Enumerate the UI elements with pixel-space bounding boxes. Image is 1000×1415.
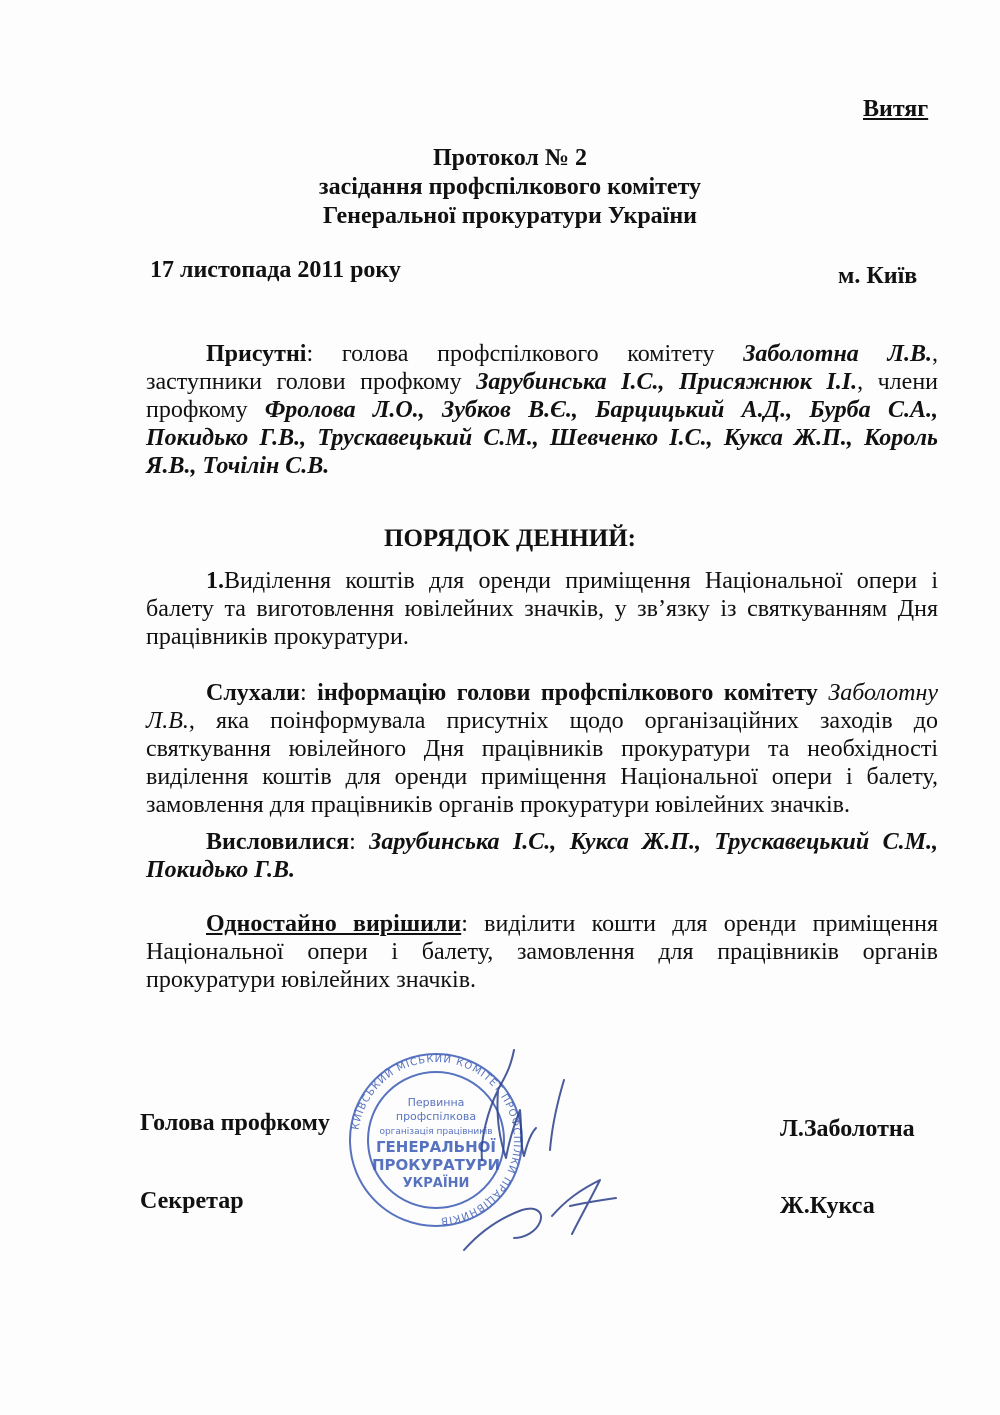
secretary-label: Секретар — [140, 1188, 244, 1214]
spoke-names: Зарубинська І.С., Кукса Ж.П., Трускавецький С.М., Покидько Г.В. — [146, 829, 938, 883]
present-text-1: : голова профспілкового комітету — [306, 341, 744, 367]
stamp-line-2: профспілкова — [395, 1110, 477, 1123]
present-text-2: , заступники голови профкому — [146, 341, 938, 395]
document-date: 17 листопада 2011 року — [150, 257, 401, 283]
spoke-label: Висловилися — [206, 829, 350, 855]
chair-label: Голова профкому — [140, 1110, 330, 1136]
present-text-3: , члени профкому — [146, 369, 939, 423]
decided-colon: : — [461, 911, 468, 937]
heard-paragraph — [146, 679, 938, 819]
present-label: Присутні — [206, 341, 307, 367]
stamp-line-5: ПРОКУРАТУРИ — [371, 1156, 501, 1174]
title-line-2: засідання профспілкового комітету — [318, 174, 702, 200]
agenda-item — [146, 567, 938, 651]
extract-label: Витяг — [863, 96, 929, 122]
document-city: м. Київ — [838, 263, 918, 289]
title-line-3: Генеральної прокуратури України — [323, 203, 697, 229]
stamp-line-1: Первинна — [407, 1096, 465, 1109]
agenda-item-text: Виділення коштів для оренди приміщення Національної опери і балету та виготовлення ювілейних значків, у зв’язку із святкуванням Дня працівників прокуратури. — [146, 568, 938, 650]
heard-label: Слухали — [206, 680, 300, 706]
present-members: Фролова Л.О., Зубков В.Є., Барцицький А.Д., Бурба С.А., Покидько Г.В., Трускавецький С.М., Шевченко І.С., Кукса Ж.П., Король Я.В., Точілін С.В. — [146, 397, 938, 479]
chair-name: Л.Заболотна — [780, 1116, 915, 1142]
secretary-name: Ж.Кукса — [780, 1193, 875, 1219]
present-deputies: Зарубинська І.С., Присяжнюк І.І. — [476, 369, 858, 395]
heard-name: Заболотну Л.В. — [146, 680, 938, 734]
spoke-colon: : — [349, 829, 370, 855]
heard-text: , яка поінформувала присутніх щодо організаційних заходів до святкування ювілейного Дня працівників прокуратури та необхідності виділення коштів для оренди приміщення Національної опери і балету, замовлення для працівників органів прокуратури ювілейних значків. — [146, 708, 938, 818]
heard-colon: : — [299, 680, 318, 706]
document-title — [0, 144, 1000, 231]
stamp-outer-text: КИЇВСЬКИЙ МІСЬКИЙ КОМІТЕТ ПРОФСПІЛКИ ПРАЦІВНИКІВ — [350, 1053, 523, 1226]
stamp-line-6: УКРАЇНИ — [402, 1176, 470, 1191]
handwritten-signatures — [440, 1040, 640, 1260]
decided-text: виділити кошти для оренди приміщення Національної опери і балету, замовлення для працівників органів прокуратури ювілейних значків. — [146, 911, 938, 993]
agenda-item-number: 1. — [206, 568, 224, 594]
spoke-paragraph — [146, 828, 938, 884]
title-line-1: Протокол № 2 — [433, 145, 587, 171]
stamp-line-3: організація працівників — [379, 1127, 493, 1137]
present-paragraph — [146, 340, 938, 480]
heard-bold-text: інформацію голови профспілкового комітету — [317, 680, 829, 706]
decided-paragraph — [146, 910, 938, 994]
decided-label: Одностайно вирішили — [206, 911, 462, 937]
present-chair: Заболотна Л.В. — [743, 341, 932, 367]
agenda-title: ПОРЯДОК ДЕННИЙ: — [384, 525, 636, 552]
stamp-line-4: ГЕНЕРАЛЬНОЇ — [376, 1138, 496, 1156]
